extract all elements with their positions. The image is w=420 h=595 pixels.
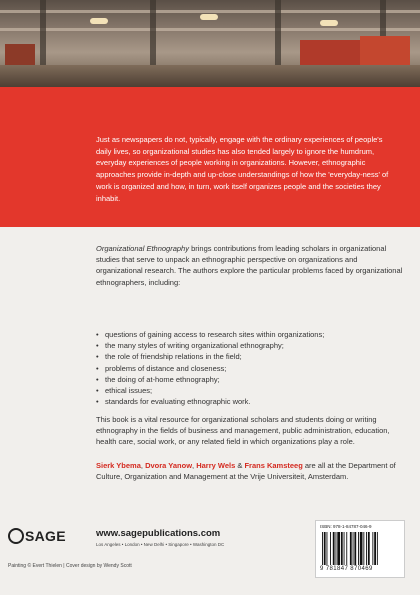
barcode-stripe (358, 532, 359, 565)
barcode-stripe (377, 532, 378, 565)
publisher-block (8, 528, 268, 568)
barcode-stripe (354, 532, 356, 565)
isbn-label: ISBN: 978-1-84787-046-9 (320, 524, 372, 529)
ampersand: & (235, 461, 245, 470)
red-panel-text: Just as newspapers do not, typically, engage with the ordinary experiences of people's daily lives, so organizational studies has also tended largely to ignore the humdrum, everyday experiences of people working in organizations. However, ethnographic approaches provide in-depth and up-close understandings of how the 'everyday-ness' of work is organized and how, in turn, work itself organizes people and the societies they inhabit. (96, 135, 389, 203)
photo-floor (0, 65, 420, 87)
barcode-stripe (344, 532, 345, 565)
barcode-stripe (374, 532, 376, 565)
barcode-bars (322, 532, 398, 565)
author-name: Frans Kamsteeg (244, 461, 303, 470)
barcode-stripe (336, 532, 337, 565)
barcode-stripe (350, 532, 352, 565)
list-item: • ethical issues; (96, 385, 406, 396)
topic-list (96, 329, 406, 407)
barcode (315, 520, 405, 578)
list-item: • standards for evaluating ethnographic work. (96, 396, 406, 407)
barcode-stripe (322, 532, 323, 565)
list-item: • the doing of at-home ethnography; (96, 374, 406, 385)
author-name: Sierk Ybema (96, 461, 141, 470)
barcode-stripe (324, 532, 326, 565)
list-item: • the role of friendship relations in the field; (96, 351, 406, 362)
sage-ring-icon (8, 528, 24, 544)
cover-credit: Painting © Evert Thielen | Cover design by Wendy Scott (8, 563, 132, 569)
barcode-stripe (368, 532, 370, 565)
barcode-stripe (341, 532, 343, 565)
list-item: • problems of distance and closeness; (96, 363, 406, 374)
barcode-stripe (372, 532, 373, 565)
sage-logo-text: SAGE (25, 528, 66, 544)
isbn-number: 9 781847 870469 (320, 566, 373, 572)
barcode-stripe (333, 532, 335, 565)
barcode-stripe (363, 532, 364, 565)
publisher-website: www.sagepublications.com (96, 528, 221, 539)
barcode-stripe (360, 532, 363, 565)
intro-paragraph (96, 243, 406, 288)
author-name: Dvora Yanow (145, 461, 193, 470)
photo-beam (0, 10, 420, 13)
photo-lamp (200, 14, 218, 20)
author-affiliation: are all at the Department of Culture, Organization and Management at the Vrije Universiteit, Amsterdam. (96, 461, 396, 482)
cover-photo (0, 0, 420, 87)
author-name: Harry Wels (196, 461, 236, 470)
list-item: • questions of gaining access to research sites within organizations; (96, 329, 406, 340)
intro-rest: brings contributions from leading scholars in organizational studies that serve to unpack an ethnographic perspective on organizations and organizational research. The authors explore the particular problems faced by organizational ethnographers, including: (96, 244, 403, 287)
sage-logo (8, 528, 66, 544)
barcode-stripe (346, 532, 347, 565)
photo-lamp (90, 18, 108, 24)
barcode-stripe (327, 532, 328, 565)
photo-lamp (320, 20, 338, 26)
book-title: Organizational Ethnography (96, 244, 189, 253)
publisher-cities: Los Angeles • London • New Delhi • Singapore • Washington DC (96, 542, 225, 547)
barcode-stripe (353, 532, 354, 565)
barcode-stripe (337, 532, 340, 565)
barcode-stripe (366, 532, 367, 565)
vital-paragraph: This book is a vital resource for organizational scholars and students doing or writing ethnography in the fields of business and management, public administration, education, health care, social work, or any related field in which organizations play a role. (96, 415, 390, 447)
list-item: • the many styles of writing organizational ethnography; (96, 340, 406, 351)
photo-beam (0, 28, 420, 31)
barcode-stripe (330, 532, 331, 565)
authors-paragraph: Sierk Ybema, Dvora Yanow, Harry Wels & Frans Kamsteeg are all at the Department of Culture, Organization and Management at the Vrije Universiteit, Amsterdam. (96, 461, 396, 482)
